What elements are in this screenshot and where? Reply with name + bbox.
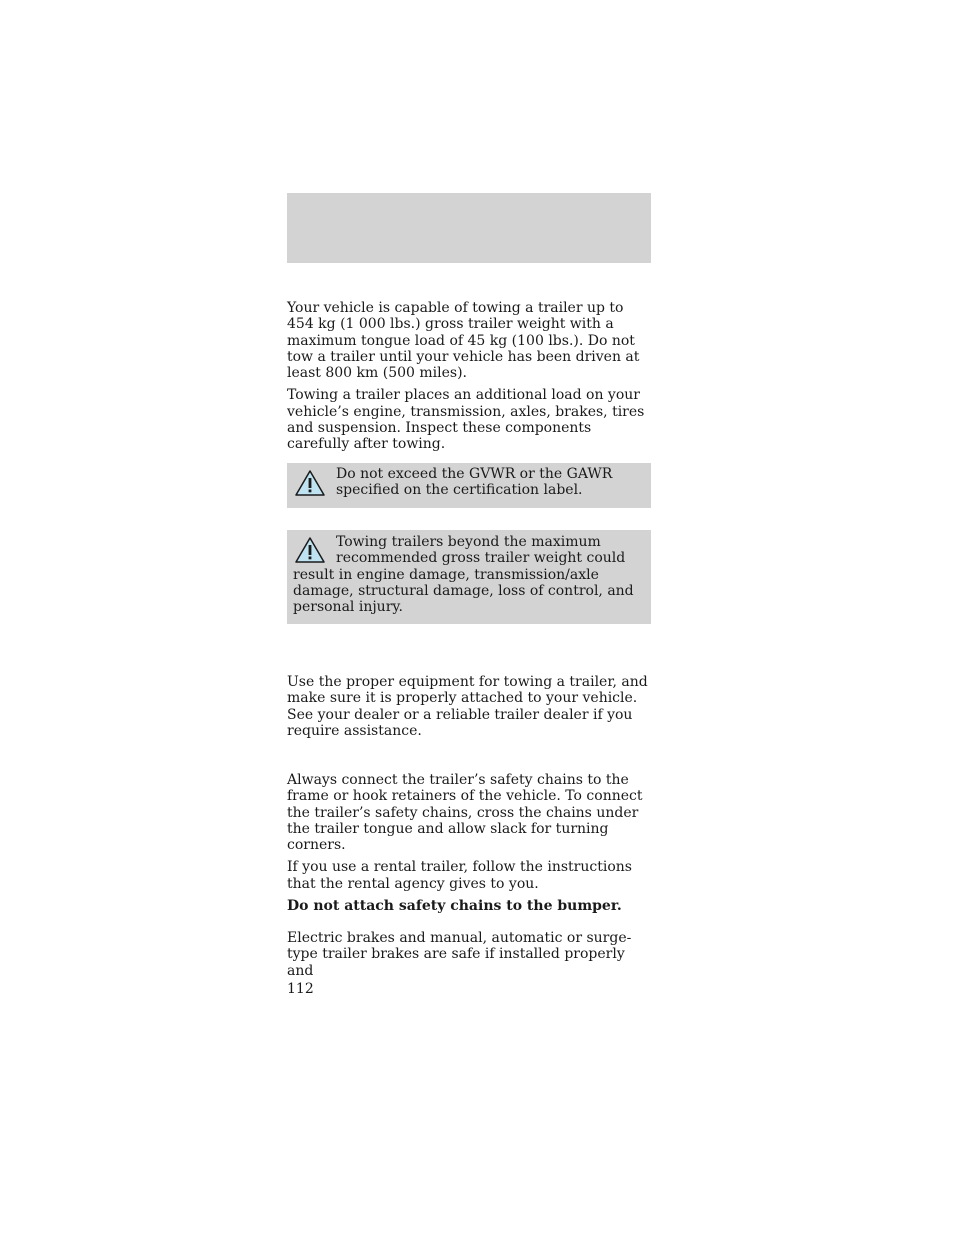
safety-chains-paragraph: Always connect the trailer’s safety chains to the frame or hook retainers of the vehicle. To connect the trailer’s safety chains, cross the chains under the trailer tongue and allow slack for turning corners. xyxy=(287,772,643,854)
warning-triangle-icon xyxy=(294,536,326,564)
trailer-brakes-section xyxy=(287,930,653,979)
warning-box-trailer-weight xyxy=(287,530,651,624)
rental-trailer-paragraph: If you use a rental trailer, follow the instructions that the rental agency gives to you. xyxy=(287,859,632,892)
intro-section xyxy=(287,300,653,453)
safety-chains-section xyxy=(287,772,653,914)
proper-equipment-paragraph: Use the proper equipment for towing a trailer, and make sure it is properly attached to your vehicle. See your dealer or a reliable trailer dealer if you require assistance. xyxy=(287,674,648,739)
warning-triangle-icon xyxy=(294,469,326,497)
header-band xyxy=(287,193,651,263)
warning-text-line: recommended gross trailer weight could xyxy=(336,550,626,567)
warning-box-gvwr xyxy=(287,463,651,508)
bumper-warning-paragraph: Do not attach safety chains to the bumper. xyxy=(287,898,622,915)
trailer-brakes-paragraph: Electric brakes and manual, automatic or surge-type trailer brakes are safe if installed properly and xyxy=(287,930,632,979)
warning-text-line: specified on the certification label. xyxy=(336,482,583,499)
equipment-section xyxy=(287,674,653,739)
towing-load-paragraph: Towing a trailer places an additional load on your vehicle’s engine, transmission, axles, brakes, tires and suspension. Inspect these components carefully after towing. xyxy=(287,387,645,453)
warning-text-line: Towing trailers beyond the maximum xyxy=(336,534,601,550)
page-number: 112 xyxy=(287,981,314,997)
warning-text-body: result in engine damage, transmission/axle damage, structural damage, loss of control, and personal injury. xyxy=(293,566,634,616)
towing-capacity-paragraph: Your vehicle is capable of towing a trailer up to 454 kg (1 000 lbs.) gross trailer weight with a maximum tongue load of 45 kg (100 lbs.). Do not tow a trailer until your vehicle has been driven at least 800 km (500 miles). xyxy=(287,300,640,382)
warning-text-line: Do not exceed the GVWR or the GAWR xyxy=(336,466,613,482)
